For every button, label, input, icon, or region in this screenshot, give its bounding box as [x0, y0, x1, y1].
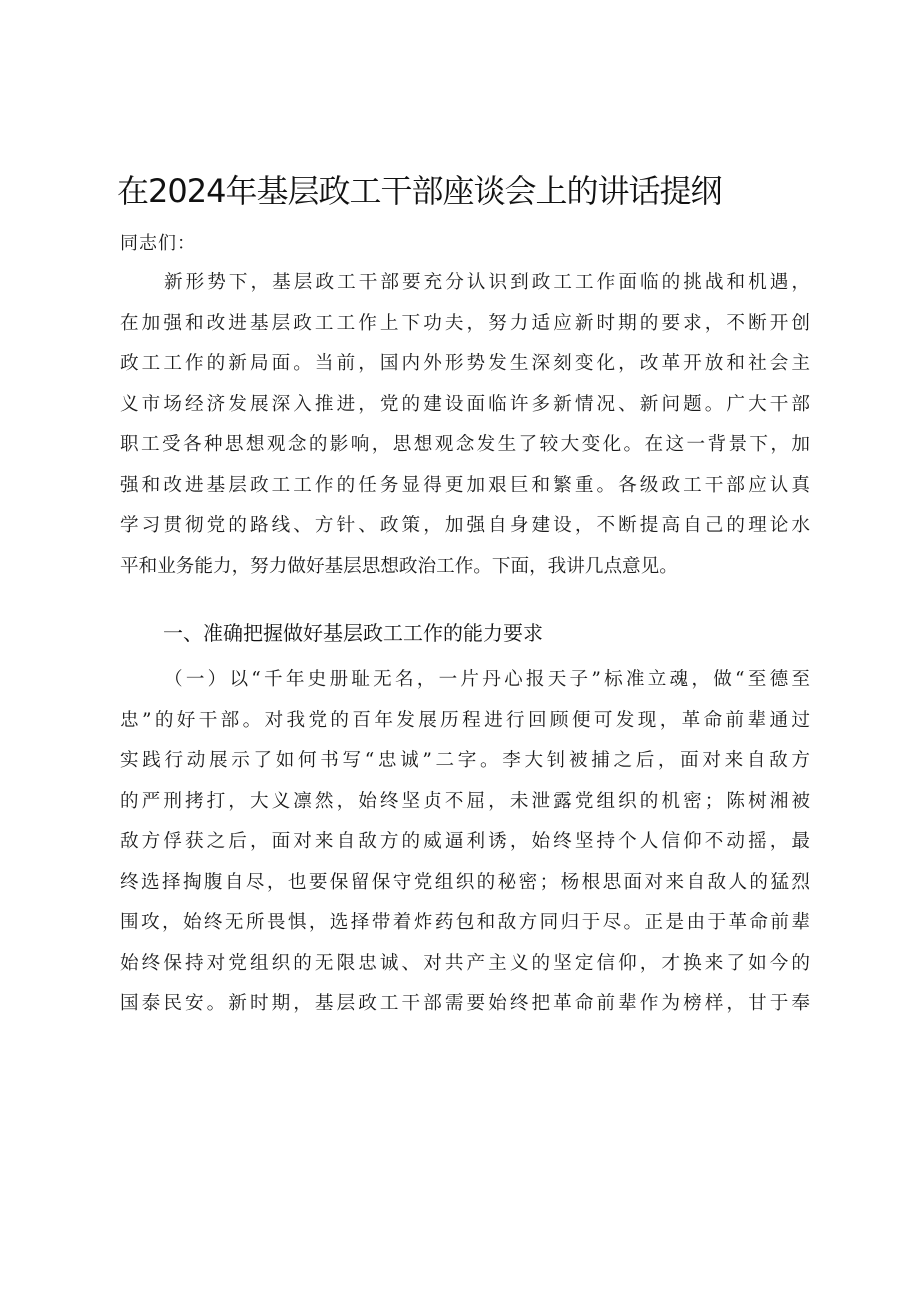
salutation: 同志们： — [120, 233, 196, 254]
paragraph-line: 忠”的好干部。对我党的百年发展历程进行回顾便可发现，革命前辈通过 — [120, 709, 810, 731]
paragraph-line: 平和业务能力，努力做好基层思想政治工作。下面，我讲几点意见。 — [120, 555, 678, 577]
section1-paragraph — [120, 660, 810, 1025]
section-heading: 一、准确把握做好基层政工工作的能力要求 — [163, 621, 543, 645]
paragraph-line: 国泰民安。新时期，基层政工干部需要始终把革命前辈作为榜样，甘于奉 — [120, 993, 810, 1014]
paragraph-line: 职工受各种思想观念的影响，思想观念发生了较大变化。在这一背景下，加 — [120, 434, 810, 455]
intro-paragraph — [120, 263, 810, 587]
paragraph-line: （一）以“千年史册耻无名，一片丹心报天子”标准立魂，做“至德至 — [164, 669, 810, 690]
paragraph-line: 强和改进基层政工工作的任务显得更加艰巨和繁重。各级政工干部应认真 — [120, 474, 810, 496]
paragraph-line: 实践行动展示了如何书写“忠诚”二字。李大钊被捕之后，面对来自敌方 — [120, 750, 810, 771]
paragraph-line: 的严刑拷打，大义凛然，始终坚贞不屈，未泄露党组织的机密；陈树湘被 — [120, 790, 810, 812]
paragraph-line: 敌方俘获之后，面对来自敌方的威逼利诱，始终坚持个人信仰不动摇，最 — [120, 831, 810, 852]
paragraph-line: 围攻，始终无所畏惧，选择带着炸药包和敌方同归于尽。正是由于革命前辈 — [120, 912, 810, 933]
document-title: 在2024年基层政工干部座谈会上的讲话提纲 — [117, 172, 722, 210]
paragraph-line: 学习贯彻党的路线、方针、政策，加强自身建设，不断提高自己的理论水 — [120, 515, 810, 536]
paragraph-line: 新形势下，基层政工干部要充分认识到政工工作面临的挑战和机遇， — [164, 272, 810, 293]
paragraph-line: 政工工作的新局面。当前，国内外形势发生深刻变化，改革开放和社会主 — [120, 353, 810, 374]
paragraph-line: 终选择掏腹自尽，也要保留保守党组织的秘密；杨根思面对来自敌人的猛烈 — [120, 871, 810, 893]
paragraph-line: 始终保持对党组织的无限忠诚、对共产主义的坚定信仰，才换来了如今的 — [120, 952, 810, 974]
paragraph-line: 义市场经济发展深入推进，党的建设面临许多新情况、新问题。广大干部 — [120, 393, 810, 415]
paragraph-line: 在加强和改进基层政工工作上下功夫，努力适应新时期的要求，不断开创 — [120, 312, 810, 334]
